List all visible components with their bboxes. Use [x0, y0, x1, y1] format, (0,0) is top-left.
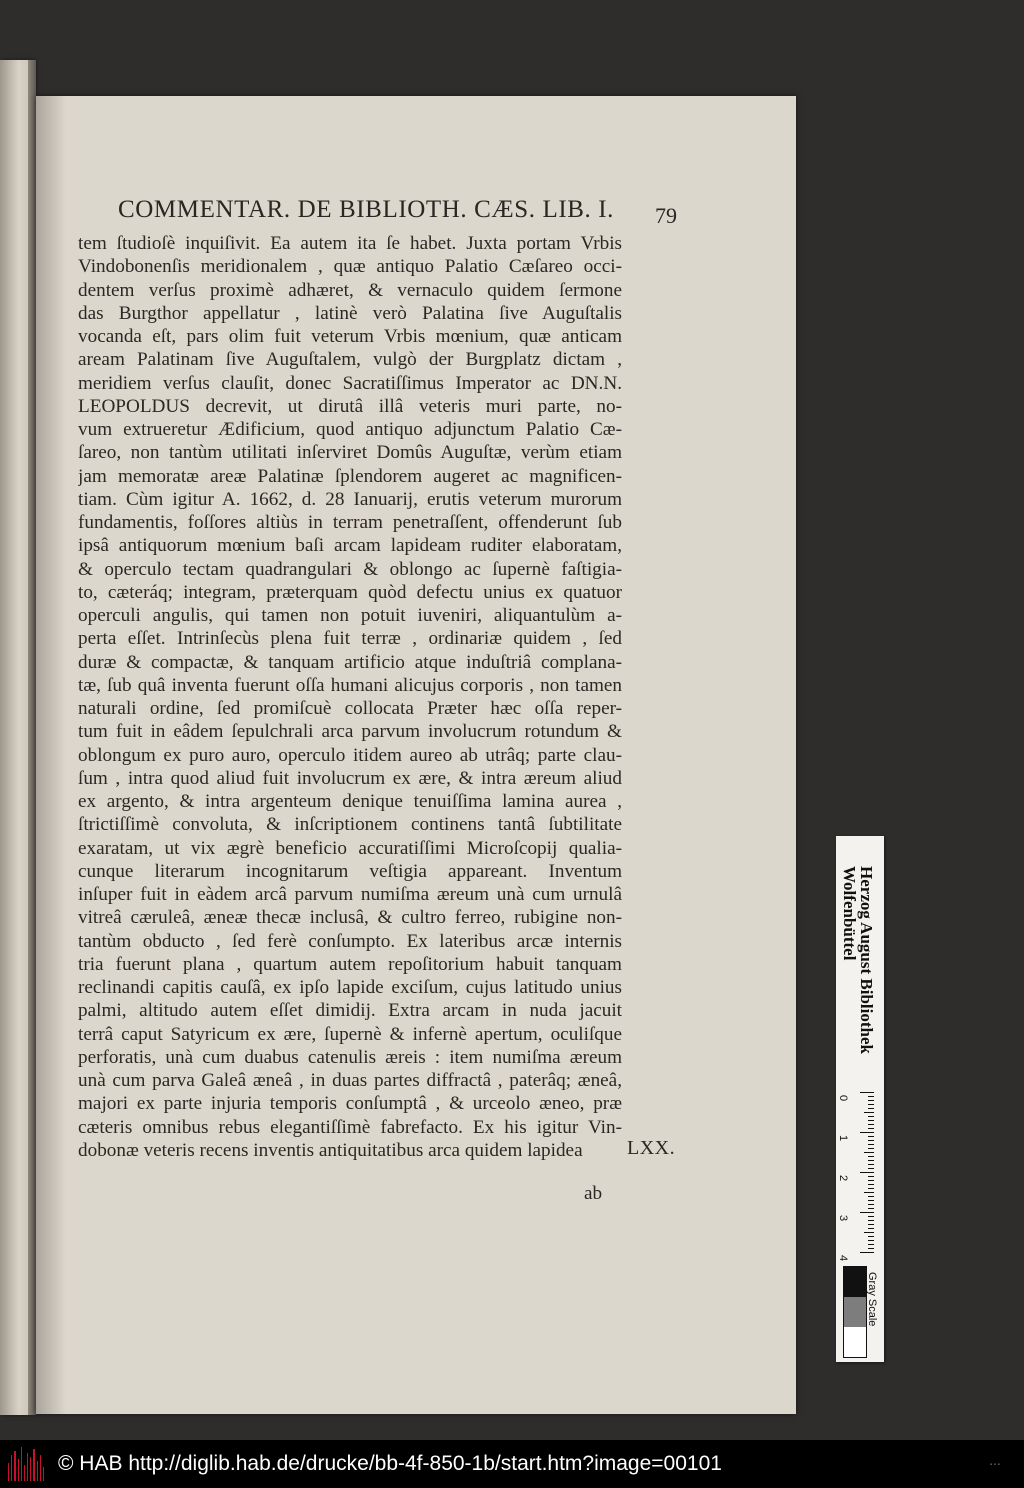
- logo-bar: [37, 1461, 38, 1481]
- text-line: dentem verſus proximè adhæret, & vernaculo quidem ſermone: [78, 279, 622, 301]
- ruler-tick: [868, 1224, 874, 1225]
- catchword: ab: [584, 1183, 603, 1204]
- ruler-tick: [868, 1120, 874, 1121]
- text-line: unà cum parva Galeâ æneâ , in duas partes diffractâ , paterâq; æneâ,: [78, 1070, 622, 1091]
- text-line: tem ſtudioſè inquiſivit. Ea autem ita ſe habet. Juxta portam Vrbis: [78, 233, 622, 254]
- running-head: COMMENTAR. DE BIBLIOTH. CÆS. LIB. I.: [118, 196, 614, 223]
- text-line: ipsâ antiquorum mœnium baſi arcam lapideam ruditer elaboratam,: [78, 535, 622, 557]
- text-line: dobonæ veteris recens inventis antiquitatibus arca quidem lapidea: [78, 1139, 583, 1161]
- library-name-line1: Herzog August Bibliothek: [857, 866, 876, 1054]
- text-line: tria fuerunt plana , quartum autem repoſitorium habuit tanquam: [78, 953, 622, 975]
- ruler-number: 2: [837, 1174, 850, 1182]
- logo-bar: [14, 1451, 15, 1481]
- ruler-tick: [868, 1116, 874, 1117]
- logo-bar: [43, 1467, 44, 1481]
- ruler-tick: [868, 1220, 874, 1221]
- ruler-tick: [868, 1244, 874, 1245]
- text-line: perta eſſet. Intrinſecùs plena fuit terræ , ordinariæ quidem , ſed: [78, 628, 622, 650]
- ruler-tick: [860, 1132, 874, 1133]
- text-line: reclinandi capitis cauſâ, ex ipſo lapide exciſum, cujus latitudo unius: [78, 977, 622, 998]
- text-line: palmi, altitudo autem eſſet dimidij. Extra arcam in nuda jacuit: [78, 1000, 622, 1022]
- ruler-tick: [864, 1232, 874, 1233]
- ruler-tick: [868, 1188, 874, 1189]
- gray-swatch: [844, 1267, 866, 1297]
- text-line: to, cæteráq; integram, præterquam quòd defectu unius ex quatuor: [78, 581, 622, 603]
- text-line: vitreâ cæruleâ, æneæ thecæ inclusâ, & cultro ferreo, rubigine non-: [78, 907, 622, 929]
- logo-bar: [21, 1447, 22, 1481]
- ruler-tick: [868, 1124, 874, 1125]
- ruler-number: 3: [837, 1214, 850, 1222]
- ruler-number: 0: [837, 1094, 850, 1102]
- ruler-tick: [864, 1112, 874, 1113]
- text-line: fundamentis, foſſores altiùs in terram penetraſſent, offenderunt ſub: [78, 512, 622, 533]
- ruler-number: 1: [837, 1134, 850, 1142]
- text-line: tæ, ſub quâ inventa fuerunt oſſa humani alicujus corporis , non tamen: [78, 674, 622, 696]
- logo-bar: [24, 1465, 25, 1481]
- ruler-tick: [868, 1176, 874, 1177]
- hab-logo-icon: [8, 1447, 44, 1481]
- text-line: naturali ordine, ſed promiſcuè collocata Præter hæc oſſa reper-: [78, 698, 622, 719]
- text-line: tantùm obducto , ſed ferè conſumpto. Ex lateribus arcæ internis: [78, 930, 622, 952]
- gray-scale-label: Gray Scale: [866, 1272, 878, 1327]
- ruler-tick: [868, 1144, 874, 1145]
- text-line: jam memoratæ areæ Palatinæ ſplendorem augeret ac magnificen-: [78, 465, 622, 487]
- ruler-tick: [868, 1164, 874, 1165]
- text-line: & operculo tectam quadrangulari & oblongo ac ſupernè faſtigia-: [78, 558, 622, 580]
- logo-bar: [11, 1455, 12, 1481]
- ruler-scale: [838, 1092, 878, 1262]
- ruler-tick: [864, 1152, 874, 1153]
- library-name-line2: Wolfenbüttel: [840, 866, 859, 961]
- text-line: das Burgthor appellatur , latinè verò Palatina ſive Auguſtalis: [78, 302, 622, 324]
- text-line: cæteris omnibus rebus elegantiſſimè fabrefacto. Ex his igitur Vin-: [78, 1116, 622, 1138]
- ruler-tick: [868, 1108, 874, 1109]
- ruler-tick: [860, 1212, 874, 1213]
- previous-page-edge: [0, 60, 34, 1415]
- text-line: LEOPOLDUS decrevit, ut dirutâ illâ veteris muri parte, no-: [78, 395, 622, 417]
- logo-bar: [33, 1449, 34, 1481]
- text-line: ſum , intra quod aliud fuit involucrum ex ære, & intra æreum aliud: [78, 767, 622, 789]
- ruler-tick: [860, 1252, 874, 1253]
- ruler-tick: [868, 1100, 874, 1101]
- text-line: vocanda eſt, pars olim fuit veterum Vrbis mœnium, quæ anticam: [78, 326, 622, 347]
- ruler-tick: [868, 1148, 874, 1149]
- ruler-tick: [868, 1156, 874, 1157]
- text-line: operculi angulis, qui tamen non potuit iuveniri, aliquantulùm a-: [78, 605, 622, 626]
- ruler-tick: [868, 1128, 874, 1129]
- logo-bar: [18, 1459, 19, 1481]
- ruler-tick: [868, 1140, 874, 1141]
- ruler-tick: [860, 1172, 874, 1173]
- text-line: majori ex parte injuria temporis conſumptâ , & urceolo æneo, præ: [78, 1093, 622, 1115]
- library-name: [840, 866, 876, 1106]
- ruler-tick: [868, 1184, 874, 1185]
- ruler-tick: [868, 1228, 874, 1229]
- text-line: tum fuit in eâdem ſepulchrali arca parvum involucrum rotundum &: [78, 721, 622, 743]
- ruler-tick: [868, 1160, 874, 1161]
- text-line: aream Palatinam ſive Auguſtalem, vulgò der Burgplatz dictam ,: [78, 349, 622, 371]
- text-line: vum extrueretur Ædificium, quod antiquo adjunctum Palatio Cæ-: [78, 419, 622, 440]
- ruler-tick: [868, 1104, 874, 1105]
- logo-bar: [8, 1463, 9, 1481]
- ruler-tick: [868, 1136, 874, 1137]
- text-line: meridiem verſus clauſit, donec Sacratiſſimus Imperator ac DN.N.: [78, 372, 622, 394]
- ruler-tick: [868, 1180, 874, 1181]
- ruler-tick: [868, 1096, 874, 1097]
- ruler-number: 4: [837, 1254, 850, 1262]
- text-line: ſareo, non tantùm utilitati inſerviret Domûs Auguſtæ, verùm etiam: [78, 442, 622, 464]
- margin-note: LXX.: [627, 1137, 676, 1159]
- ruler-tick: [868, 1204, 874, 1205]
- ruler-tick: [868, 1200, 874, 1201]
- ruler-tick: [868, 1236, 874, 1237]
- book-gutter: [28, 60, 36, 1415]
- logo-bar: [30, 1457, 31, 1481]
- text-line: inſuper fuit in eàdem arcâ parvum numiſma æreum unà cum urnulâ: [78, 884, 622, 905]
- ruler-tick: [868, 1216, 874, 1217]
- logo-bar: [40, 1455, 41, 1481]
- footer-dots-icon: ▪ ▪ ▪: [990, 1462, 1000, 1468]
- body-text: [78, 232, 622, 1162]
- text-line: Vindobonenſis meridionalem , quæ antiquo Palatio Cæſareo occi-: [78, 256, 622, 278]
- logo-bar: [27, 1453, 28, 1481]
- ruler-tick: [864, 1192, 874, 1193]
- text-line: exaratam, ut vix ægrè beneficio accuratiſſimi Microſcopij qualia-: [78, 837, 622, 859]
- text-line: duræ & compactæ, & tanquam artificio atque induſtriâ complana-: [78, 651, 622, 673]
- gray-swatch: [844, 1297, 866, 1327]
- text-line: ſtrictiſſimè convoluta, & inſcriptionem continens tantâ ſubtilitate: [78, 814, 622, 836]
- ruler-tick: [868, 1208, 874, 1209]
- ruler-tick: [868, 1196, 874, 1197]
- gray-swatch: [844, 1327, 866, 1357]
- ruler-tick: [860, 1092, 874, 1093]
- gray-scale-card: [843, 1266, 867, 1358]
- ruler-tick: [868, 1168, 874, 1169]
- ruler-tick: [868, 1248, 874, 1249]
- copyright-link[interactable]: © HAB http://diglib.hab.de/drucke/bb-4f-850-1b/start.htm?image=00101: [58, 1452, 722, 1475]
- text-line: ex argento, & intra argenteum denique tenuiſſima lamina aurea ,: [78, 791, 622, 812]
- text-line: perforatis, unà cum duabus catenulis æreis : item numiſma æreum: [78, 1046, 622, 1068]
- text-line: cunque literarum incognitarum veſtigia appareant. Inventum: [78, 860, 622, 882]
- ruler-tick: [868, 1240, 874, 1241]
- text-line: terrâ caput Satyricum ex ære, ſupernè & infernè apertum, oculiſque: [78, 1023, 622, 1045]
- page-number: 79: [655, 203, 677, 228]
- text-line: oblongum ex puro auro, operculo itidem aureo ab utrâq; parte clau-: [78, 744, 622, 766]
- text-line: tiam. Cùm igitur A. 1662, d. 28 Ianuarij, erutis veterum murorum: [78, 488, 622, 510]
